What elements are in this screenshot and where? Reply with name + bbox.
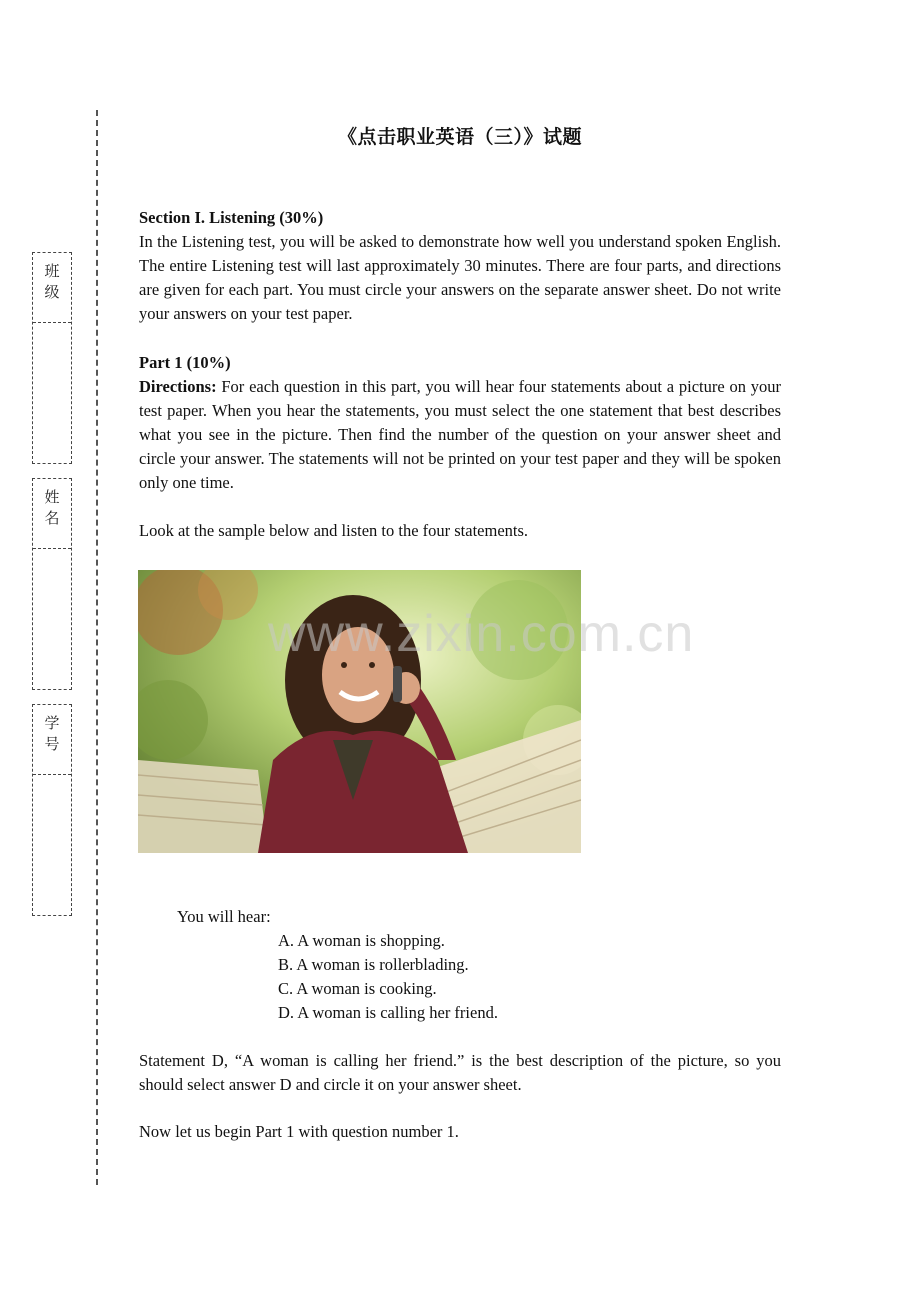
student-id-field-box — [32, 704, 72, 916]
begin-instruction: Now let us begin Part 1 with question number 1. — [139, 1122, 459, 1141]
part-1-directions — [139, 375, 781, 495]
student-id-label: 学 号 — [33, 705, 71, 775]
section-1 — [139, 206, 781, 326]
class-field-box — [32, 252, 72, 464]
sample-intro: Look at the sample below and listen to the four statements. — [139, 521, 529, 540]
page-title: 《点击职业英语（三）》试题 — [337, 126, 582, 148]
student-id-blank[interactable] — [33, 775, 71, 915]
option-c: C. A woman is cooking. — [278, 979, 437, 998]
name-field-box — [32, 478, 72, 690]
part-1 — [139, 351, 781, 495]
you-will-hear: You will hear: — [177, 907, 271, 926]
section-1-text: In the Listening test, you will be asked to demonstrate how well you understand spoken English. The entire Listening test will last approximately 30 minutes. There are four parts, and directions are given for each part. You must circle your answers on the separate answer sheet. Do not write your answers on your test paper. — [139, 232, 781, 323]
watermark: www.zixin.com.cn — [268, 605, 695, 663]
directions-label: Directions: — [139, 377, 217, 396]
cut-line — [96, 110, 98, 1185]
part-1-heading: Part 1 (10%) — [139, 353, 231, 372]
name-blank[interactable] — [33, 549, 71, 689]
directions-text: For each question in this part, you will hear four statements about a picture on your test paper. When you hear the statements, you must select the one statement that best describes what you see in the picture. Then find the number of the question on your answer sheet and circle your answer. The statements will not be printed on your test paper and they will be spoken only one time. — [139, 377, 781, 492]
sample-options — [278, 929, 498, 1025]
class-blank[interactable] — [33, 323, 71, 463]
option-b: B. A woman is rollerblading. — [278, 955, 469, 974]
option-a: A. A woman is shopping. — [278, 931, 445, 950]
class-label: 班 级 — [33, 253, 71, 323]
section-1-heading: Section I. Listening (30%) — [139, 208, 324, 227]
option-d: D. A woman is calling her friend. — [278, 1003, 498, 1022]
sample-explanation: Statement D, “A woman is calling her friend.” is the best description of the picture, so you should select answer D and circle it on your answer sheet. — [139, 1051, 781, 1094]
name-label: 姓 名 — [33, 479, 71, 549]
